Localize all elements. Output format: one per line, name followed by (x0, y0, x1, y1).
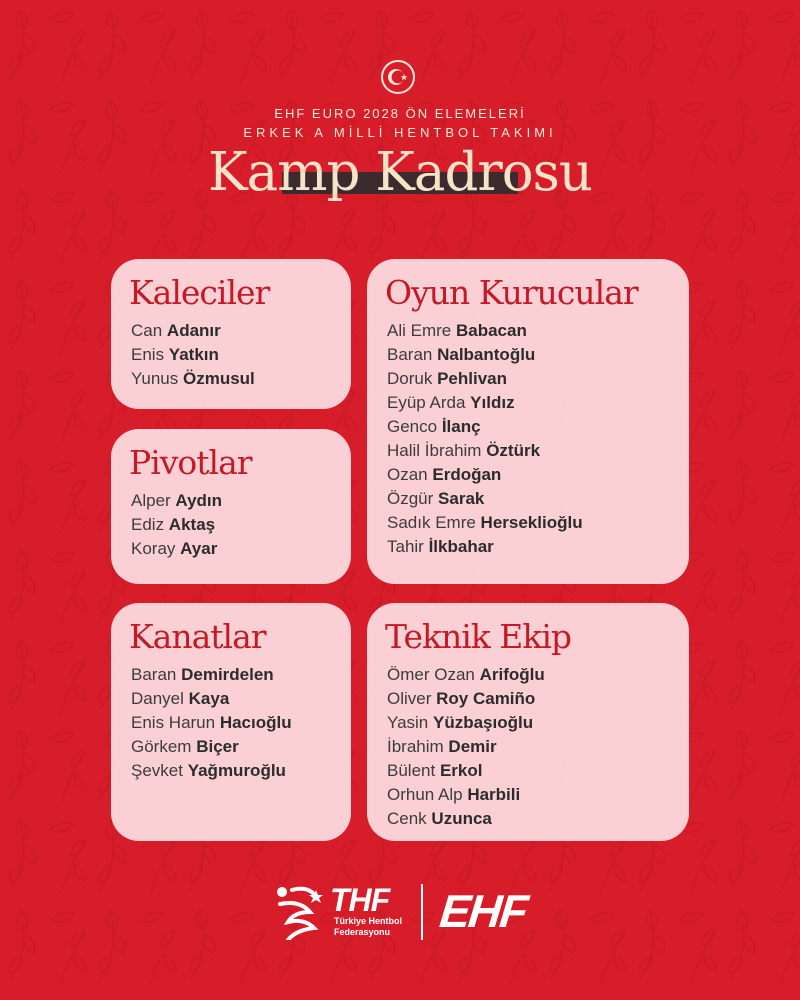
person-name (387, 687, 545, 711)
first-name: Görkem (131, 737, 197, 756)
thf-logo-subtitle: Türkiye Hentbol Federasyonu (334, 916, 403, 937)
card-pivotlar (111, 429, 351, 584)
name-list (131, 489, 222, 561)
person-name (387, 711, 545, 735)
person-name (387, 319, 583, 343)
first-name: Eyüp Arda (387, 393, 471, 412)
person-name (131, 489, 222, 513)
thf-handball-player-icon (272, 882, 328, 940)
last-name: Aktaş (168, 515, 216, 534)
name-list (131, 663, 292, 783)
person-name (131, 759, 292, 783)
last-name: Erkol (439, 761, 483, 780)
last-name: Kaya (188, 689, 230, 708)
tournament-subtitle: EHF EURO 2028 ÖN ELEMELERİ (274, 106, 526, 121)
first-name: Koray (131, 539, 181, 558)
card-kanatlar (111, 603, 351, 841)
person-name (387, 367, 583, 391)
first-name: Baran (131, 665, 182, 684)
person-name (131, 319, 255, 343)
card-oyun-kurucular (367, 259, 689, 584)
last-name: Herseklioğlu (480, 513, 583, 532)
first-name: Alper (131, 491, 176, 510)
last-name: Ayar (180, 539, 218, 558)
last-name: Erdoğan (432, 465, 502, 484)
last-name: Yağmuroğlu (187, 761, 286, 780)
team-subtitle: ERKEK A MİLLİ HENTBOL TAKIMI (243, 125, 557, 140)
last-name: Yıldız (470, 393, 515, 412)
person-name (131, 537, 222, 561)
first-name: Sadık Emre (387, 513, 481, 532)
card-title: Pivotlar (129, 443, 252, 482)
last-name: Uzunca (431, 809, 492, 828)
person-name (387, 463, 583, 487)
person-name (131, 663, 292, 687)
last-name: Arifoğlu (479, 665, 545, 684)
logo-divider (421, 884, 423, 940)
last-name: Yatkın (168, 345, 219, 364)
person-name (131, 711, 292, 735)
name-list (131, 319, 255, 391)
first-name: Baran (387, 345, 438, 364)
card-kaleciler (111, 259, 351, 409)
person-name (131, 343, 255, 367)
last-name: Babacan (455, 321, 527, 340)
card-teknik-ekip (367, 603, 689, 841)
first-name: Özgür (387, 489, 439, 508)
last-name: İlkbahar (428, 537, 494, 556)
first-name: Cenk (387, 809, 432, 828)
last-name: Aydın (175, 491, 223, 510)
last-name: Pehlivan (437, 369, 507, 388)
first-name: Şevket (131, 761, 188, 780)
first-name: Yunus (131, 369, 183, 388)
turkish-flag-icon (381, 60, 415, 94)
last-name: Roy Camiño (436, 689, 536, 708)
person-name (131, 735, 292, 759)
last-name: Demirdelen (181, 665, 274, 684)
name-list (387, 663, 545, 831)
last-name: Nalbantoğlu (437, 345, 536, 364)
person-name (131, 367, 255, 391)
person-name (387, 391, 583, 415)
person-name (131, 687, 292, 711)
last-name: Sarak (438, 489, 485, 508)
first-name: Oliver (387, 689, 437, 708)
last-name: Özmusul (183, 369, 255, 388)
last-name: Harbili (467, 785, 521, 804)
person-name (387, 511, 583, 535)
card-title: Kanatlar (129, 617, 266, 656)
first-name: Enis (131, 345, 169, 364)
first-name: Doruk (387, 369, 438, 388)
page-title: Kamp Kadrosu (208, 142, 592, 203)
first-name: Danyel (131, 689, 189, 708)
first-name: Ömer Ozan (387, 665, 480, 684)
last-name: Hacıoğlu (219, 713, 292, 732)
person-name (387, 415, 583, 439)
card-title: Kaleciler (129, 273, 270, 312)
last-name: İlanç (441, 417, 481, 436)
ehf-logo-text: EHF (437, 885, 529, 937)
first-name: İbrahim (387, 737, 449, 756)
last-name: Yüzbaşıoğlu (433, 713, 534, 732)
last-name: Demir (448, 737, 497, 756)
last-name: Adanır (166, 321, 221, 340)
person-name (387, 663, 545, 687)
first-name: Enis Harun (131, 713, 220, 732)
first-name: Orhun Alp (387, 785, 468, 804)
person-name (131, 513, 222, 537)
last-name: Öztürk (486, 441, 541, 460)
card-title: Oyun Kurucular (385, 273, 638, 312)
person-name (387, 759, 545, 783)
name-list (387, 319, 583, 559)
first-name: Tahir (387, 537, 429, 556)
person-name (387, 535, 583, 559)
person-name (387, 487, 583, 511)
first-name: Yasin (387, 713, 433, 732)
person-name (387, 439, 583, 463)
card-title: Teknik Ekip (385, 617, 572, 656)
person-name (387, 735, 545, 759)
last-name: Biçer (196, 737, 239, 756)
first-name: Bülent (387, 761, 440, 780)
first-name: Ozan (387, 465, 433, 484)
person-name (387, 807, 545, 831)
person-name (387, 783, 545, 807)
person-name (387, 343, 583, 367)
thf-logo-text: THF (330, 882, 390, 918)
footer-logos (270, 878, 540, 944)
first-name: Ediz (131, 515, 169, 534)
first-name: Can (131, 321, 167, 340)
first-name: Halil İbrahim (387, 441, 487, 460)
first-name: Ali Emre (387, 321, 456, 340)
first-name: Genco (387, 417, 442, 436)
